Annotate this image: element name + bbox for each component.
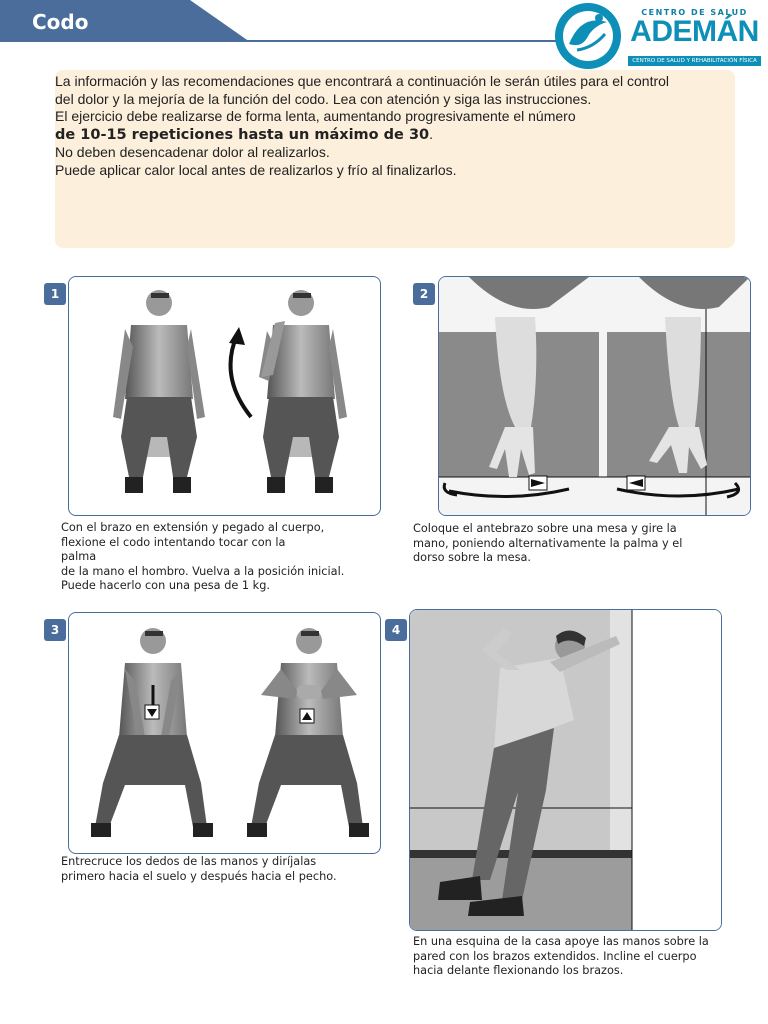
caption-line: mano, poniendo alternativamente la palma y el <box>413 536 683 550</box>
intro-bold-line <box>55 126 732 145</box>
caption-line: palma <box>61 550 97 563</box>
brand-logo <box>553 0 768 72</box>
repetitions-period: . <box>429 125 434 142</box>
seated-figure-arm-extended <box>113 290 205 493</box>
exercise-1-caption <box>61 521 371 594</box>
seated-figure-elbow-flexed <box>259 290 347 493</box>
exercise-number-2: 2 <box>413 283 435 305</box>
caption-line: de la mano el hombro. Vuelva a la posición inicial. <box>61 564 345 578</box>
caption-line: pared con los brazos extendidos. Incline el cuerpo <box>413 949 697 963</box>
caption-line: primero hacia el suelo y después hacia el pecho. <box>61 869 337 883</box>
intro-line: El ejercicio debe realizarse de forma lenta, aumentando progresivamente el número <box>55 108 576 124</box>
exercise-3-caption <box>61 855 376 884</box>
caption-line: Entrecruce los dedos de las manos y diríjalas <box>61 855 317 868</box>
logo-subtitle: CENTRO DE SALUD Y REHABILITACIÓN FÍSICA <box>628 56 760 66</box>
caption-line: Coloque el antebrazo sobre una mesa y gire la <box>413 522 677 535</box>
exercise-2-illustration <box>438 276 751 516</box>
intro-line: No deben desencadenar dolor al realizarlos. <box>55 144 330 160</box>
caption-line: En una esquina de la casa apoye las manos sobre la <box>413 935 709 948</box>
caption-line: Puede hacerlo con una pesa de 1 kg. <box>61 579 270 592</box>
seated-figure-hands-down <box>91 628 213 837</box>
intro-line: La información y las recomendaciones que encontrará a continuación le serán útiles para el control <box>55 73 670 89</box>
seated-figure-hands-chest <box>247 628 369 837</box>
caption-line: hacia delante flexionando los brazos. <box>413 964 624 977</box>
exercise-4-illustration <box>409 609 722 931</box>
exercise-4-caption <box>413 935 723 979</box>
caption-line: dorso sobre la mesa. <box>413 551 532 564</box>
exercise-number-3: 3 <box>44 619 66 641</box>
caption-line: flexione el codo intentando tocar con la <box>61 535 286 549</box>
repetitions-text: de 10-15 repeticiones hasta un máximo de 30 <box>55 126 430 143</box>
exercise-number-1: 1 <box>44 283 66 305</box>
intro-box <box>55 70 735 248</box>
exercise-3-illustration <box>68 612 381 854</box>
exercise-1-illustration <box>68 276 381 516</box>
page-title: Codo <box>32 10 89 34</box>
caption-line: Con el brazo en extensión y pegado al cuerpo, <box>61 521 325 534</box>
logo-top-text: CENTRO DE SALUD <box>641 8 748 17</box>
logo-name: ADEMÁN <box>630 15 759 48</box>
header-divider <box>0 40 570 42</box>
exercise-2-caption <box>413 522 716 566</box>
intro-line: del dolor y la mejoría de la función del codo. Lea con atención y siga las instrucciones. <box>55 90 592 107</box>
logo-emblem-icon <box>553 0 623 72</box>
exercise-number-4: 4 <box>385 619 407 641</box>
intro-line: Puede aplicar calor local antes de realizarlos y frío al finalizarlos. <box>55 161 457 178</box>
